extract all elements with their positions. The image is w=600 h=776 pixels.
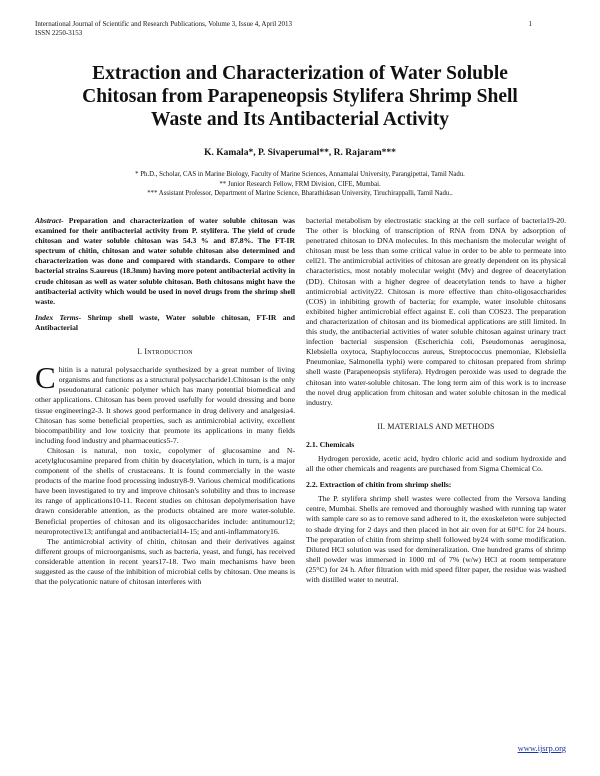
extraction-text: The P. stylifera shrimp shell wastes were collected from the Versova landing centre, Mumbai. Shells are removed and thoroughly washed with running tap water with sample care so as to remove sand adhered to it, the exoskeleton were subjected to shade drying for 2 days and then placed in hot air oven for at 60°C for 24 hours. The preparation of chitin from shrimp shell followed by24 with some modification. Diluted HCl solution was used for demineralization. One hundred grams of shrimp shell powder was immersed in 1000 ml of 7% (w/w) HCl at room temperature (25°C) for 24 h. After filtration with mid speed filter paper, the residue was washed with distilled water to neutral. — [306, 494, 566, 584]
paper-title: Extraction and Characterization of Water Soluble Chitosan from Parapeneopsis Stylifera Shrimp Shell Waste and Its Antibacterial Activity — [82, 63, 518, 130]
index-terms-label: Index Terms — [35, 312, 79, 322]
journal-header — [35, 20, 292, 38]
intro-paragraph-2: Chitosan is natural, non toxic, copolymer of glucosamine and N-acetylglucosamine prepared from chitin by deacetylation, which in turn, is a major component of the shells of crustaceans. It is found commercially in the waste products of the marine food processing industry8-9. Various chemical modifications have been investigated to try and improve chitosan's solubility and thus to increase its range of applications10-11. Recent studies on chitosan depolymerisation have drawn considerable attention, as the products obtained are more water-soluble. Beneficial properties of chitosan and its oligosaccharides include: antitumour12; neuroprotective13; antifungal and antibacterial14-15; and anti-inflammatory16. — [35, 445, 295, 536]
affiliation-2: ** Junior Research Fellow, FRM Division, CIFE, Mumbai. — [219, 180, 381, 188]
chemicals-text: Hydrogen peroxide, acetic acid, hydro chloric acid and sodium hydroxide and all the other chemicals and reagents are purchased from Sigma Chemical Co. — [306, 453, 566, 474]
intro-paragraph-3: The antimicrobial activity of chitin, chitosan and their derivatives against different groups of microorganisms, such as bacteria, yeast, and fungi, has received considerable attention in recent years17-18. Two main mechanisms have been suggested as the cause of the inhibition of microbial cells by chitosan. One means is that the polycationic nature of chitosan interferes with — [35, 536, 295, 587]
page-number: 1 — [528, 20, 532, 28]
affiliation-3: *** Assistant Professor, Department of Marine Science, Bharathidasan University, Tiruchirappalli, Tamil Nadu.. — [147, 190, 453, 197]
index-terms-text: - Shrimp shell waste, Water soluble chitosan, FT-IR and Antibacterial — [35, 312, 295, 332]
methods-heading: II. MATERIALS AND METHODS — [377, 421, 495, 431]
affiliation-1: * Ph.D., Scholar, CAS in Marine Biology, Faculty of Marine Sciences, Annamalai University, Parangipettai, Tamil Nadu. — [135, 171, 465, 178]
drop-cap: C — [35, 360, 56, 396]
right-column — [306, 216, 566, 585]
affiliations — [60, 170, 540, 199]
abstract-text: Preparation and characterization of water soluble chitosan was examined for their antibacterial activity from P. stylifera. The yield of crude chitosan and water soluble chitosan was 54.3 % and 87.8%. The FT-IR spectrum of chitin, chitosan and water soluble chitosan also determined and characterization was done and compared with standards. Compare to other bacterial strains S.aureus (18.3mm) having more potent antibacterial activity in crude chitosan as well as water soluble chitosan. Both chitosans might have the antibacterial activity which would be used in novel drugs from the shrimp shell waste. — [35, 216, 295, 306]
journal-website-link[interactable]: www.ijsrp.org — [517, 743, 566, 753]
intro-paragraph-4: bacterial metabolism by electrostatic stacking at the cell surface of bacteria19-20. The other is blocking of transcription of RNA from DNA by adsorption of penetrated chitosan to DNA molecules. In this mechanism the molecular weight of chitosan must be less than some critical value in order to be able to permeate into cell21. The antimicrobial activities of chitosan are greatly dependent on its physical characteristics, most notably molecular weight (Mv) and degree of deacetylation (DD). Chitosan with a higher degree of deacetylation tends to have a higher antimicrobial activity22. Chitosan is more effective than chito-oligosaccharides (COS) in inhibiting growth of bacteria; for example, water insoluble chitosans exhibited higher antimicrobial effect against E. coli than COS23. The preparation and characterization of chitosan and its biomedical applications are still limited. In this study, the antibacterial activities of water soluble chitosan against urinary tract infection bacterial suspension (Escherichia coli, Pseudomonas aeruginosa, Klebsiella oxytoca, Staphylococcus aureus, Streptococcus pnemoniae, Klebsiella Pneumoniae, Salmonella typhi) were compared to chitosan prepared from shrimp shell waste (Parapeneopsis stylifera). Hydrogen peroxide was used to degrade the chitosan into water-soluble chitosan. The long term aim of this work is to increase the novel drug application from chitosan and water soluble chitosan in the medical industry. — [306, 216, 566, 407]
extraction-heading: 2.2. Extraction of chitin from shrimp shells: — [306, 480, 452, 490]
left-column — [35, 216, 295, 587]
abstract-label: Abstract- — [35, 216, 64, 225]
issn: ISSN 2250-3153 — [35, 29, 83, 37]
intro-paragraph-1 — [35, 360, 295, 446]
author-list: K. Kamala*, P. Sivaperumal**, R. Rajaram*** — [204, 148, 396, 158]
index-terms — [35, 313, 295, 333]
chemicals-heading: 2.1. Chemicals — [306, 439, 355, 449]
intro-heading: I. Introduction — [137, 347, 193, 357]
journal-citation: International Journal of Scientific and Research Publications, Volume 3, Issue 4, April 2013 — [35, 20, 292, 28]
abstract — [35, 216, 295, 307]
intro-paragraph-1-text: hitin is a natural polysaccharide synthesized by a great number of living organisms and functions as a structural polysaccharide1.Chitosan is the only pseudonatural cationic polymer which has many potential biomedical and other applications. Chitosan has been proved usefully for would dressing and bone tissue engineering2-3. It shows good performance in drug delivery and analgesia4. Chitosan has some beneficial properties, such as antimicrobial activity, excellent biocompatibility and low toxicity that promote its applications in many fields including food industry and pharmaceutics5-7. — [35, 365, 295, 445]
